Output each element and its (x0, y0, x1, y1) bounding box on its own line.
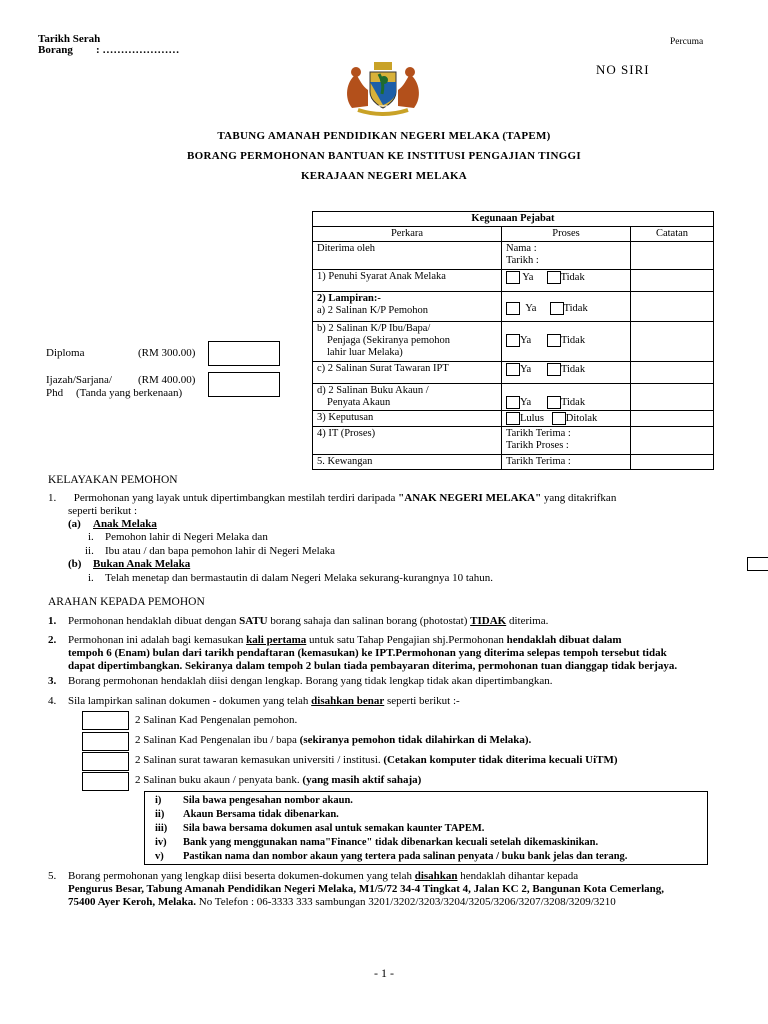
disahkan-benar-emph: disahkan benar (311, 695, 385, 707)
anak-melaka-i-num: i. (88, 531, 94, 543)
t: i) (155, 795, 162, 806)
tidak-label: Tidak (563, 302, 588, 314)
catatan-cell[interactable] (631, 384, 714, 411)
bank-notes-box (144, 791, 708, 865)
note-item (155, 851, 627, 862)
col-proses: Proses (502, 227, 631, 242)
tidak-label: Tidak (560, 363, 586, 375)
tidak-checkbox[interactable] (547, 363, 561, 376)
t: Akaun Bersama tidak dibenarkan. (183, 809, 339, 820)
t: (Cetakan komputer tidak diterima kecuali UiTM) (383, 754, 618, 766)
t: Permohonan ini adalah bagi kemasukan (68, 634, 244, 646)
col-perkara: Perkara (313, 227, 502, 242)
anak-melaka-i: Pemohon lahir di Negeri Melaka dan (105, 531, 268, 543)
t: No Telefon : 06-3333 333 sambungan 3201/3202/3203/3204/3205/3206/3207/3208/3209/3210 (198, 896, 616, 908)
arahan-n3: 3. (48, 675, 57, 687)
note-item (155, 809, 339, 820)
t: diterima. (508, 615, 549, 627)
lulus-checkbox[interactable] (506, 412, 520, 425)
kelayakan-p1 (48, 492, 616, 505)
doc2-checkbox[interactable] (82, 732, 129, 751)
catatan-cell[interactable] (631, 455, 714, 470)
lampiran-d-line2: Penyata Akaun (327, 397, 391, 408)
lampiran-c: c) 2 Salinan Surat Tawaran IPT (313, 362, 502, 384)
catatan-cell[interactable] (631, 292, 714, 322)
ya-checkbox[interactable] (506, 334, 520, 347)
catatan-cell[interactable] (631, 427, 714, 455)
diploma-checkbox[interactable] (208, 341, 280, 366)
form-title-1: TABUNG AMANAH PENDIDIKAN NEGERI MELAKA (TAPEM) (217, 130, 551, 142)
anak-melaka-ii: Ibu atau / dan bapa pemohon lahir di Negeri Melaka (105, 545, 336, 557)
t: borang sahaja dan salinan borang (photostat) (270, 615, 468, 627)
ya-label: Ya (520, 334, 532, 346)
arahan-heading: ARAHAN KEPADA PEMOHON (48, 596, 205, 608)
lampiran-b-line3: lahir luar Melaka) (327, 347, 403, 358)
row-it: 4) IT (Proses) (313, 427, 502, 455)
arahan-n2: 2. (48, 634, 57, 646)
bukan-anak-melaka-i: Telah menetap dan bermastautin di dalam Negeri Melaka sekurang-kurangnya 10 tahun. (105, 572, 494, 584)
t: untuk satu Tahap Pengajian shj.Permohonan (309, 634, 504, 646)
catatan-cell[interactable] (631, 362, 714, 384)
note-item (155, 823, 484, 834)
tidak-checkbox[interactable] (547, 271, 561, 284)
it-tarikh-proses[interactable]: Tarikh Proses : (506, 440, 569, 451)
p1-text: Permohonan yang layak untuk dipertimbangkan mestilah terdiri daripada (73, 492, 396, 504)
row-syarat: 1) Penuhi Syarat Anak Melaka (313, 270, 502, 292)
office-table-title: Kegunaan Pejabat (313, 212, 714, 227)
ya-checkbox[interactable] (506, 302, 520, 315)
t: Borang permohonan yang lengkap diisi beserta dokumen-dokumen yang telah (68, 870, 412, 882)
arahan-p2 (68, 634, 622, 647)
t: Bank yang menggunakan nama"Finance" tidak dibenarkan kecuali setelah dikemaskinikan. (183, 837, 599, 848)
t: iii) (155, 823, 168, 834)
lampiran-d: d) 2 Salinan Buku Akaun / (317, 385, 429, 396)
kewangan-tarikh-terima[interactable]: Tarikh Terima : (502, 455, 631, 470)
ya-label: Ya (520, 396, 532, 408)
borang-label: Borang (38, 44, 73, 56)
t: 2 Salinan buku akaun / penyata bank. (135, 774, 300, 786)
page-number: - 1 - (374, 966, 394, 980)
t: Sila bawa bersama dokumen asal untuk semakan kaunter TAPEM. (183, 823, 485, 834)
arahan-p5-line2: Pengurus Besar, Tabung Amanah Pendidikan Negeri Melaka, M1/5/72 34-4 Tingkat 4, Jalan KC 2, Bangunan Kota Cemerlang, (68, 883, 665, 895)
catatan-cell[interactable] (631, 322, 714, 362)
arahan-n4: 4. (48, 695, 57, 707)
diploma-amount: (RM 300.00) (138, 347, 196, 359)
tidak-label: Tidak (560, 334, 586, 346)
note-item (155, 837, 598, 848)
t: ii) (155, 809, 165, 820)
doc3-checkbox[interactable] (82, 752, 129, 771)
t: seperti berikut :- (386, 695, 460, 707)
doc1-checkbox[interactable] (82, 711, 129, 730)
satu-emph: SATU (239, 615, 268, 627)
ijazah-label: Ijazah/Sarjana/ (46, 374, 112, 386)
t: Sila lampirkan salinan dokumen - dokumen yang telah (68, 695, 309, 707)
ya-label: Ya (522, 271, 534, 283)
p1-text-end: yang ditakrifkan (543, 492, 617, 504)
office-use-table (312, 211, 714, 470)
anak-melaka-ii-num: ii. (85, 545, 94, 557)
note-item (155, 795, 353, 806)
t: (yang masih aktif sahaja) (302, 774, 422, 786)
tidak-checkbox[interactable] (547, 396, 561, 409)
percuma-label: Percuma (670, 37, 704, 47)
anak-melaka-heading: Anak Melaka (93, 518, 157, 530)
ijazah-amount: (RM 400.00) (138, 374, 196, 386)
doc1-label: 2 Salinan Kad Pengenalan pemohon. (135, 714, 298, 726)
arahan-n5: 5. (48, 870, 57, 882)
tarikh-field[interactable]: Tarikh : (506, 255, 539, 266)
t: 2 Salinan surat tawaran kemasukan universiti / institusi. (135, 754, 381, 766)
bukan-anak-melaka-heading: Bukan Anak Melaka (93, 558, 191, 570)
ditolak-checkbox[interactable] (552, 412, 566, 425)
lampiran-a: a) 2 Salinan K/P Pemohon (317, 305, 429, 316)
catatan-cell[interactable] (631, 242, 714, 270)
row-kewangan: 5. Kewangan (313, 455, 502, 470)
arahan-p2-line2: tempoh 6 (Enam) bulan dari tarikh pendaftaran (kemasukan) ke IPT.Permohonan yang diterima selepas tempoh tersebut tidak (68, 647, 667, 659)
doc4-label (135, 774, 421, 787)
tidak-checkbox[interactable] (547, 334, 561, 347)
t: 2 Salinan Kad Pengenalan ibu / bapa (135, 734, 297, 746)
tarikh-serah-label: Tarikh Serah (38, 33, 101, 45)
catatan-cell[interactable] (631, 270, 714, 292)
doc4-checkbox[interactable] (82, 772, 129, 791)
disahkan-emph: disahkan (414, 870, 458, 882)
arahan-p3: Borang permohonan hendaklah diisi dengan lengkap. Borang yang tidak lengkap tidak akan dipertimbangkan. (68, 675, 553, 687)
bukan-anak-melaka-i-num: i. (88, 572, 94, 584)
form-title-3: KERAJAAN NEGERI MELAKA (300, 170, 468, 182)
edge-checkbox[interactable] (747, 557, 768, 571)
borang-date-field[interactable]: : ………………… (96, 44, 180, 56)
num: 1. (48, 492, 57, 504)
nama-field[interactable]: Nama : (506, 243, 537, 254)
t: v) (155, 851, 164, 862)
kali-pertama-emph: kali pertama (246, 634, 307, 646)
tidak-label: Tidak (560, 271, 585, 283)
t: Permohonan hendaklah dibuat dengan (68, 615, 237, 627)
arahan-p4 (68, 695, 460, 708)
row-keputusan: 3) Keputusan (313, 411, 502, 427)
t: Sila bawa pengesahan nombor akaun. (183, 795, 353, 806)
t: 75400 Ayer Keroh, Melaka. (68, 896, 197, 908)
tidak-label: Tidak (560, 396, 586, 408)
anak-negeri-melaka: "ANAK NEGERI MELAKA" (398, 492, 542, 504)
ya-label: Ya (520, 363, 532, 375)
ya-checkbox[interactable] (506, 396, 520, 409)
arahan-p5 (68, 870, 578, 883)
melaka-coat-of-arms-icon (338, 58, 428, 118)
phd-label: Phd (46, 387, 64, 399)
no-siri-label: NO SIRI (596, 62, 650, 77)
ditolak-label: Ditolak (565, 412, 598, 424)
bukan-anak-melaka-label: (b) (68, 558, 82, 570)
arahan-p1 (68, 615, 548, 628)
diploma-label: Diploma (46, 347, 85, 359)
arahan-p2-line3: dapat dipertimbangkan. Sekiranya dalam tempoh 2 bulan tiada pembayaran diterima, permohonan tuan dianggap tidak berjaya. (68, 660, 678, 672)
kelayakan-heading: KELAYAKAN PEMOHON (48, 474, 178, 486)
catatan-cell[interactable] (631, 411, 714, 427)
t: iv) (155, 837, 167, 848)
ya-checkbox[interactable] (506, 363, 520, 376)
lampiran-b: b) 2 Salinan K/P Ibu/Bapa/ (317, 323, 431, 334)
ijazah-checkbox[interactable] (208, 372, 280, 397)
col-catatan: Catatan (631, 227, 714, 242)
row-diterima: Diterima oleh (313, 242, 502, 270)
form-title-2: BORANG PERMOHONAN BANTUAN KE INSTITUSI PENGAJIAN TINGGI (186, 150, 581, 162)
doc3-label (135, 754, 618, 767)
kelayakan-p1-line2: seperti berikut : (68, 505, 138, 517)
tidak-emph: TIDAK (470, 615, 507, 627)
t: Pastikan nama dan nombor akaun yang tertera pada salinan penyata / buku bank jelas dan terang. (183, 851, 628, 862)
anak-melaka-label: (a) (68, 518, 81, 530)
tidak-checkbox[interactable] (550, 302, 564, 315)
it-tarikh-terima[interactable]: Tarikh Terima : (506, 428, 571, 439)
lulus-label: Lulus (520, 412, 544, 424)
doc2-label (135, 734, 531, 747)
lampiran-heading: 2) Lampiran:- (317, 293, 381, 304)
arahan-n1: 1. (48, 615, 57, 627)
tanda-note: (Tanda yang berkenaan) (76, 387, 183, 399)
t: hendaklah dibuat dalam (506, 634, 622, 646)
t: (sekiranya pemohon tidak dilahirkan di Melaka). (299, 734, 532, 746)
ya-checkbox[interactable] (506, 271, 520, 284)
lampiran-b-line2: Penjaga (Sekiranya pemohon (327, 335, 451, 346)
ya-label: Ya (525, 302, 537, 314)
arahan-p5-line3 (68, 896, 616, 909)
t: hendaklah dihantar kepada (460, 870, 579, 882)
